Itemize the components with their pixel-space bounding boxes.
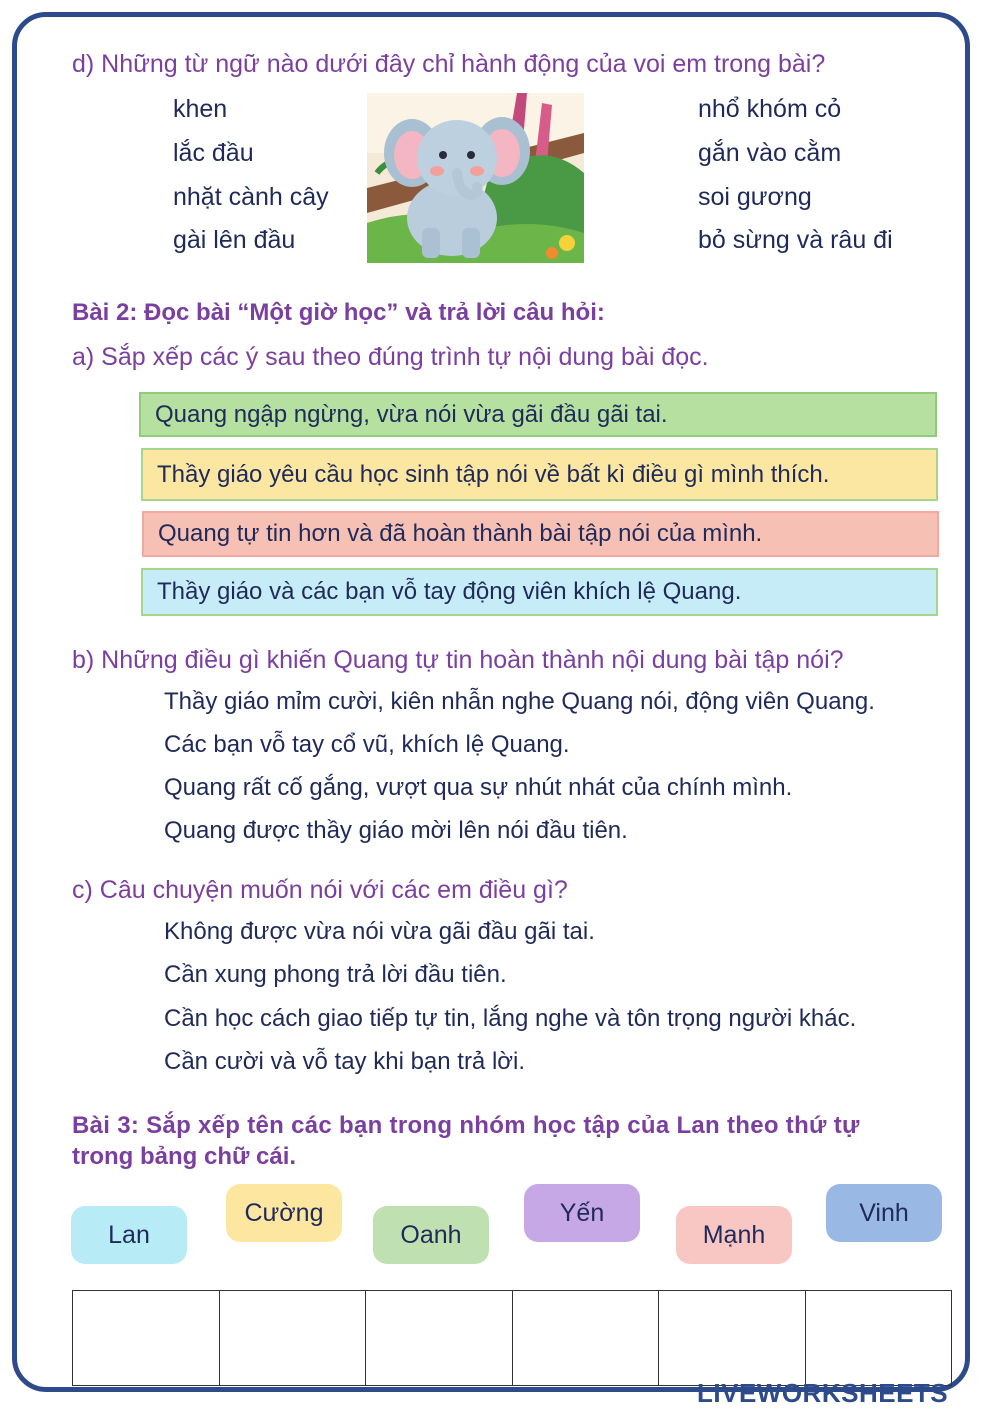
word-option[interactable]: bỏ sừng và râu đi (698, 226, 893, 254)
name-card[interactable]: Cường (226, 1184, 342, 1242)
answer-option[interactable]: Quang được thầy giáo mời lên nói đầu tiên. (164, 817, 628, 844)
answer-option[interactable]: Cần xung phong trả lời đầu tiên. (164, 961, 507, 988)
sort-item[interactable]: Quang tự tin hơn và đã hoàn thành bài tập nói của mình. (142, 511, 939, 557)
sort-item[interactable]: Thầy giáo yêu cầu học sinh tập nói về bất kì điều gì mình thích. (141, 448, 938, 501)
word-option[interactable]: nhặt cành cây (173, 183, 329, 211)
bai2-heading: Bài 2: Đọc bài “Một giờ học” và trả lời câu hỏi: (72, 299, 605, 326)
part-b-prompt: b) Những điều gì khiến Quang tự tin hoàn thành nội dung bài tập nói? (72, 646, 844, 674)
sort-item[interactable]: Quang ngập ngừng, vừa nói vừa gãi đầu gãi tai. (139, 392, 937, 437)
answer-slot[interactable] (219, 1291, 366, 1386)
part-c-prompt: c) Câu chuyện muốn nói với các em điều gì? (72, 876, 568, 904)
name-card[interactable]: Yến (524, 1184, 640, 1242)
word-option[interactable]: lắc đầu (173, 139, 254, 167)
answer-slot[interactable] (805, 1291, 952, 1386)
word-option[interactable]: khen (173, 95, 228, 123)
name-card[interactable]: Vinh (826, 1184, 942, 1242)
answer-option[interactable]: Thầy giáo mỉm cười, kiên nhẫn nghe Quang nói, động viên Quang. (164, 688, 875, 715)
name-card[interactable]: Oanh (373, 1206, 489, 1264)
answer-option[interactable]: Cần học cách giao tiếp tự tin, lắng nghe và tôn trọng người khác. (164, 1005, 857, 1032)
liveworksheets-logo: LIVEWORKSHEETS (697, 1378, 949, 1408)
answer-option[interactable]: Quang rất cố gắng, vượt qua sự nhút nhát của chính mình. (164, 774, 793, 801)
part-a-prompt: a) Sắp xếp các ý sau theo đúng trình tự nội dung bài đọc. (72, 343, 709, 371)
answer-option[interactable]: Các bạn vỗ tay cổ vũ, khích lệ Quang. (164, 731, 570, 758)
word-option[interactable]: soi gương (698, 183, 812, 211)
word-option[interactable]: nhổ khóm cỏ (698, 95, 842, 123)
question-d-prompt: d) Những từ ngữ nào dưới đây chỉ hành động của voi em trong bài? (72, 50, 826, 78)
answer-slot[interactable] (512, 1291, 659, 1386)
answer-option[interactable]: Cần cười và vỗ tay khi bạn trả lời. (164, 1048, 526, 1075)
bai3-heading-line2: trong bảng chữ cái. (72, 1143, 297, 1170)
answer-slot[interactable] (73, 1291, 220, 1386)
word-option[interactable]: gài lên đầu (173, 226, 296, 254)
answer-option[interactable]: Không được vừa nói vừa gãi đầu gãi tai. (164, 918, 595, 945)
name-card[interactable]: Mạnh (676, 1206, 792, 1264)
name-card[interactable]: Lan (71, 1206, 187, 1264)
answer-slot[interactable] (659, 1291, 806, 1386)
answer-grid (72, 1290, 952, 1386)
bai3-heading-line1: Bài 3: Sắp xếp tên các bạn trong nhóm học tập của Lan theo thứ tự (72, 1112, 860, 1139)
sort-item[interactable]: Thầy giáo và các bạn vỗ tay động viên khích lệ Quang. (141, 568, 938, 616)
answer-slot[interactable] (366, 1291, 513, 1386)
elephant-illustration (367, 93, 584, 263)
word-option[interactable]: gắn vào cằm (698, 139, 842, 167)
